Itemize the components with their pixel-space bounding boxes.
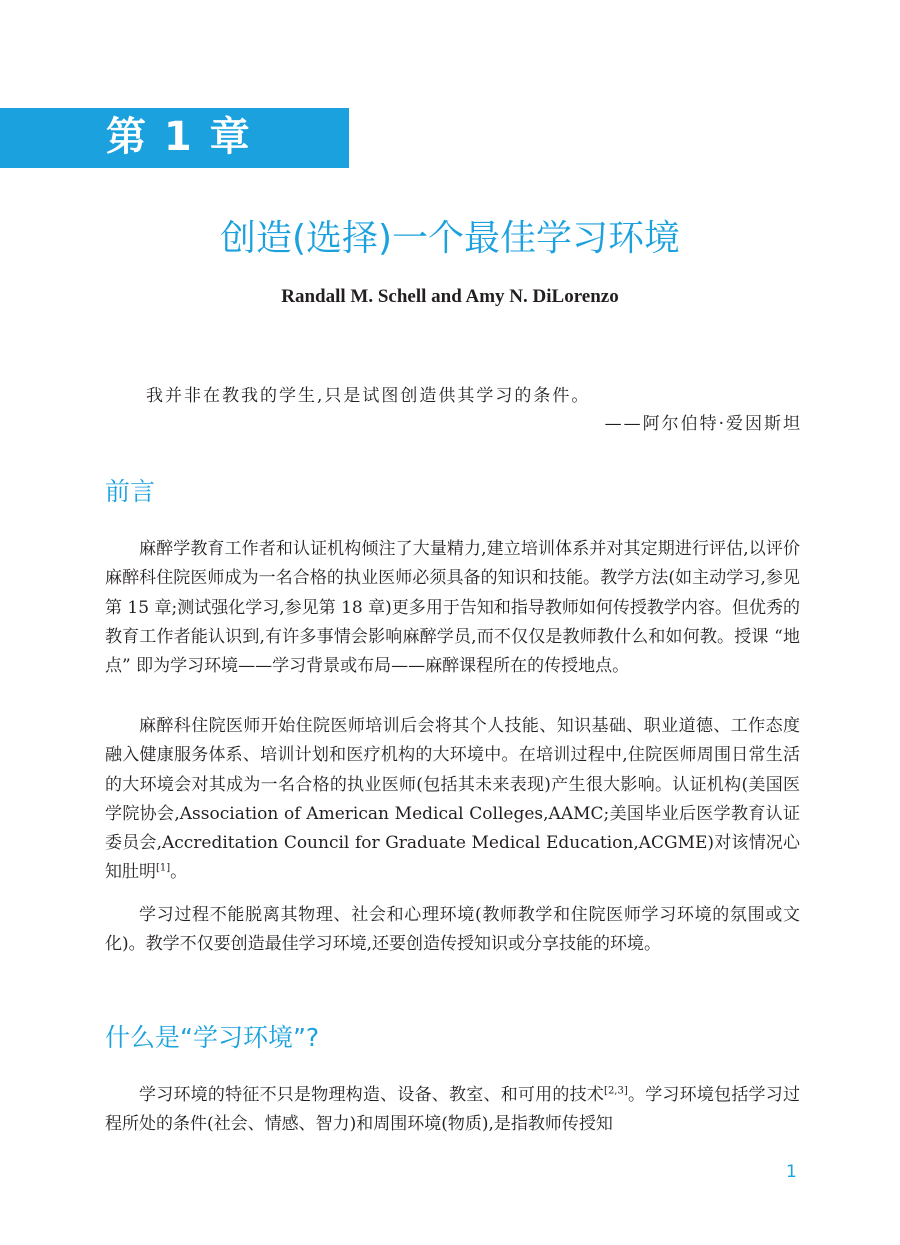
learning-environment-paragraph-1	[105, 1081, 800, 1140]
page-number: 1	[786, 1162, 797, 1182]
epigraph-attribution: ——阿尔伯特·爱因斯坦	[604, 414, 802, 434]
chapter-title: 创造(选择)一个最佳学习环境	[219, 218, 681, 259]
preface-paragraph-2	[105, 712, 800, 888]
learning-environment-paragraph-1-text: 学习环境的特征不只是物理构造、设备、教室、和可用的技术	[139, 1085, 605, 1105]
section-heading-learning-environment: 什么是“学习环境”?	[105, 1023, 320, 1052]
preface-paragraph-1: 麻醉学教育工作者和认证机构倾注了大量精力,建立培训体系并对其定期进行评估,以评价麻醉科住院医师成为一名合格的执业医师必须具备的知识和技能。教学方法(如主动学习,参见第 15 章;测试强化学习,参见第 18 章)更多用于告知和指导教师如何传授教学内容。但优秀的教育工作者能认识到,有许多事情会影响麻醉学员,而不仅仅是教师教什么和如何教。授课 “地点” 即为学习环境——学习背景或布局——麻醉课程所在的传授地点。	[105, 539, 800, 677]
preface-paragraph-3: 学习过程不能脱离其物理、社会和心理环境(教师教学和住院医师学习环境的氛围或文化)。教学不仅要创造最佳学习环境,还要创造传授知识或分享技能的环境。	[105, 905, 800, 955]
section-heading-preface: 前言	[105, 477, 156, 506]
chapter-banner	[0, 108, 349, 168]
chapter-authors: Randall M. Schell and Amy N. DiLorenzo	[281, 286, 619, 307]
epigraph-quote: 我并非在教我的学生,只是试图创造供其学习的条件。	[146, 386, 591, 406]
preface-paragraph-2-text: 麻醉科住院医师开始住院医师培训后会将其个人技能、知识基础、职业道德、工作态度融入健康服务体系、培训计划和医疗机构的大环境中。在培训过程中,住院医师周围日常生活的大环境会对其成为一名合格的执业医师(包括其未来表现)产生很大影响。认证机构(美国医学院协会,Association of American Medical Colleges,AAMC;美国毕业后医学教育认证委员会,Accreditation Council for Graduate Medical Education,ACGME)对该情况心知肚明	[105, 716, 800, 883]
learning-environment-paragraph-1-tail: 。学习环境包括学习过程所处的条件(社会、情感、智力)和周围环境(物质),是指教师传授知	[105, 1085, 801, 1135]
citation-ref: [1]	[156, 862, 171, 874]
preface-paragraph-2-tail: 。	[170, 862, 188, 883]
citation-ref: [2,3]	[604, 1085, 628, 1097]
chapter-label: 第 1 章	[106, 114, 252, 160]
